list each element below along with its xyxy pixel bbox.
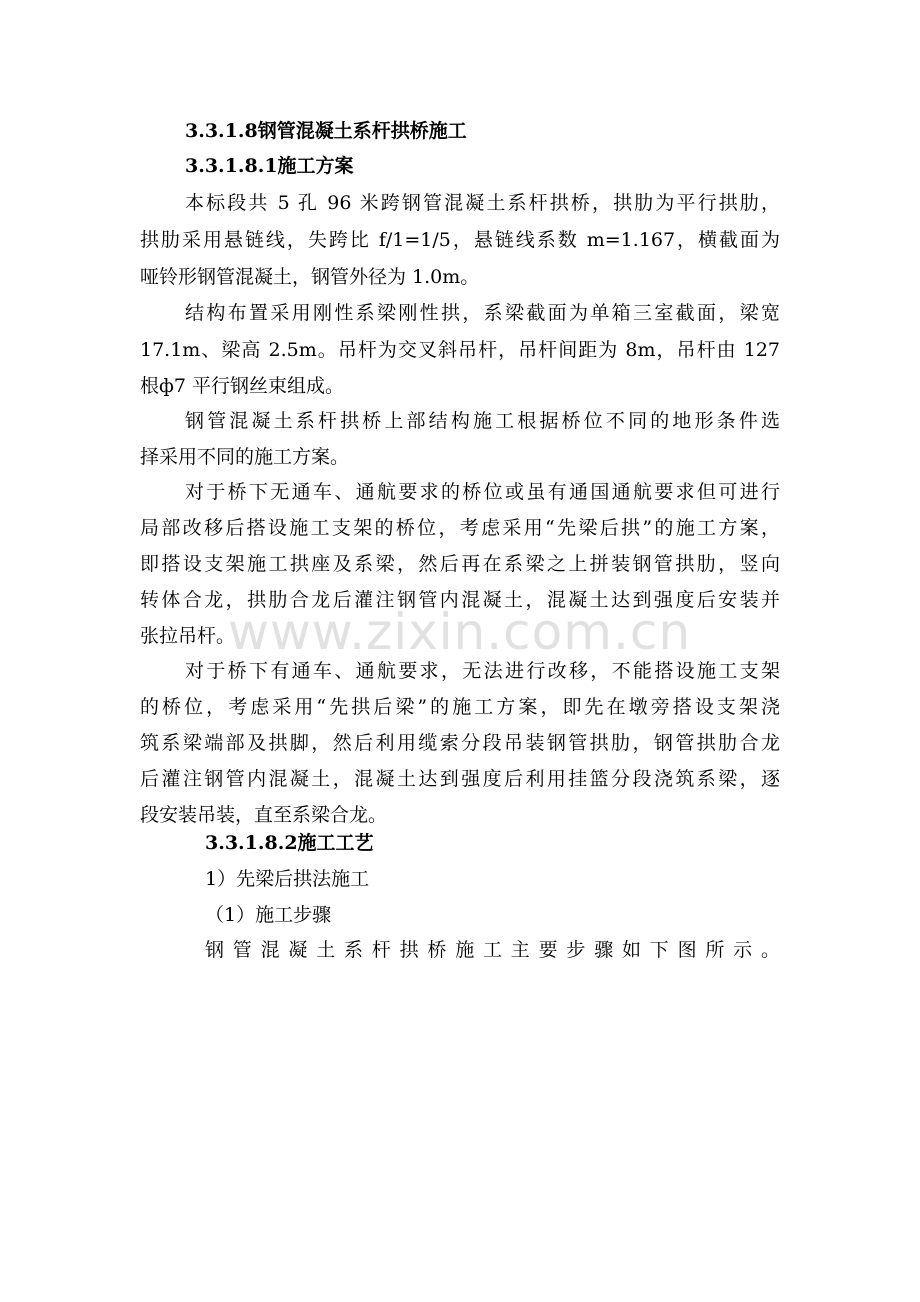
subsection-heading-construction-process: 3.3.1.8.2施工工艺	[205, 832, 374, 854]
paragraph-4-line-4: 转体合龙，拱肋合龙后灌注钢管内混凝土，混凝土达到强度后安装并	[140, 589, 780, 611]
paragraph-5-line-2: 的桥位，考虑采用“先拱后梁”的施工方案，即先在墩旁搭设支架浇	[140, 696, 780, 718]
paragraph-4-line-5: 张拉吊杆。	[140, 625, 236, 647]
paragraph-5-line-3: 筑系梁端部及拱脚，然后利用缆索分段吊装钢管拱肋，钢管拱肋合龙	[140, 732, 780, 754]
paragraph-2-line-2: 17.1m、梁高 2.5m。吊杆为交叉斜吊杆，吊杆间距为 8m，吊杆由 127	[140, 339, 780, 361]
paragraph-2-line-1: 结构布置采用刚性系梁刚性拱，系梁截面为单箱三室截面，梁宽	[185, 302, 780, 324]
watermark-text: www.zixin.com.cn	[228, 603, 692, 661]
paragraph-2-line-3: 根ф7 平行钢丝束组成。	[140, 375, 345, 397]
paragraph-5-line-5: 段安装吊装，直至系梁合龙。	[140, 804, 388, 826]
final-sentence: 钢管混凝土系杆拱桥施工主要步骤如下图所示。	[205, 939, 780, 961]
paragraph-1-line-1: 本标段共 5 孔 96 米跨钢管混凝土系杆拱桥，拱肋为平行拱肋，	[185, 192, 780, 214]
paragraph-5-line-4: 后灌注钢管内混凝土，混凝土达到强度后利用挂篮分段浇筑系梁，逐	[140, 768, 780, 790]
subsection-heading-construction-plan: 3.3.1.8.1施工方案	[185, 155, 354, 177]
paragraph-4-line-3: 即搭设支架施工拱座及系梁，然后再在系梁之上拼装钢管拱肋，竖向	[140, 553, 780, 575]
section-heading-3-3-1-8: 3.3.1.8钢管混凝土系杆拱桥施工	[185, 120, 467, 142]
paragraph-3-line-2: 择采用不同的施工方案。	[140, 446, 350, 468]
paragraph-1-line-3: 哑铃形钢管混凝土，钢管外径为 1.0m。	[140, 266, 480, 288]
paragraph-4-line-2: 局部改移后搭设施工支架的桥位，考虑采用“先梁后拱”的施工方案，	[140, 517, 780, 539]
paragraph-5-line-1: 对于桥下有通车、通航要求，无法进行改移，不能搭设施工支架	[185, 660, 780, 682]
list-item-construction-steps: （1）施工步骤	[205, 904, 332, 926]
paragraph-1-line-2: 拱肋采用悬链线，失跨比 f/1=1/5，悬链线系数 m=1.167，横截面为	[140, 229, 780, 251]
paragraph-4-line-1: 对于桥下无通车、通航要求的桥位或虽有通国通航要求但可进行	[185, 481, 780, 503]
list-item-beam-first-method: 1）先梁后拱法施工	[205, 868, 370, 890]
paragraph-3-line-1: 钢管混凝土系杆拱桥上部结构施工根据桥位不同的地形条件选	[185, 410, 780, 432]
